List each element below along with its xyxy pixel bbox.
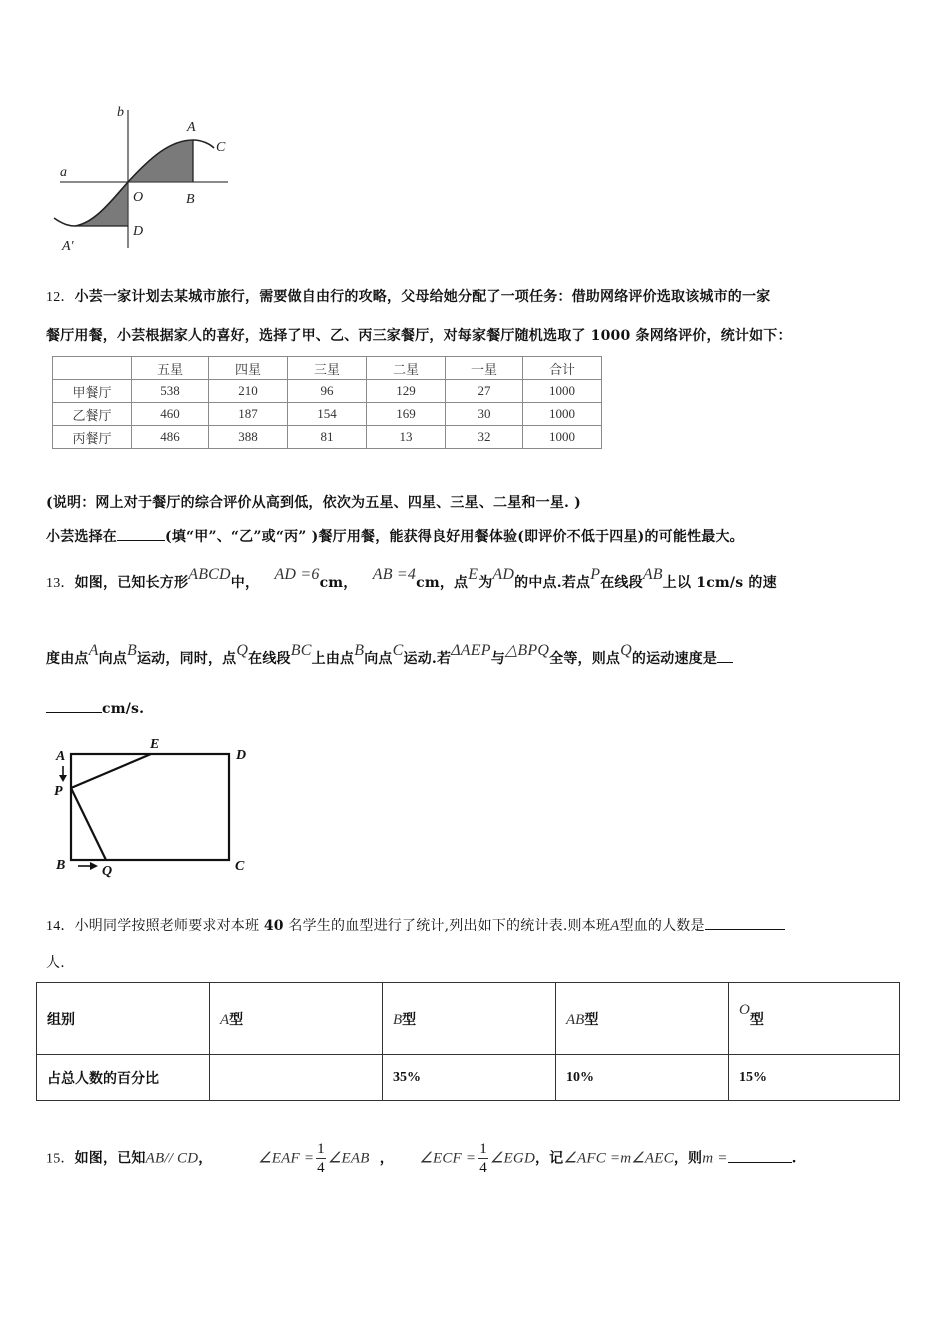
label-b: b: [117, 105, 124, 120]
svg-text:C: C: [235, 859, 245, 874]
q13-line1: 13．如图，已知长方形ABCD中， AD =6cm， AB =4cm，点E为AD的中点.若点P在线段AB上以 1cm/s 的速: [46, 566, 777, 591]
table-header-row: 组别 A型 B型 AB型 O型: [37, 983, 900, 1055]
q12-line2: 餐厅用餐，小芸根据家人的喜好，选择了甲、乙、丙三家餐厅，对每家餐厅随机选取了 1000 条网络评价，统计如下：: [46, 328, 792, 344]
label-a: a: [60, 165, 67, 180]
svg-text:D: D: [236, 748, 247, 763]
svg-text:Q: Q: [102, 864, 113, 879]
answer-blank-continued[interactable]: [46, 698, 102, 713]
question-number: 12．: [46, 290, 75, 305]
label-B: B: [186, 192, 195, 207]
fraction: $\frac{1}{4}$: [479, 1141, 487, 1176]
q13-line2: 度由点A向点B运动，同时，点Q在线段BC上由点B向点C运动.若ΔAEP与△BPQ全等，则点Q的运动速度是: [46, 648, 733, 668]
function-graph-figure: [50, 100, 240, 260]
rectangle-figure: [50, 732, 260, 882]
svg-text:B: B: [56, 858, 66, 873]
q15-line: 15．如图，已知AB// CD， ∠EAF = $\frac{1}{4}$ ∠EAB ， ∠ECF = $\frac{1}{4}$ ∠EGD，记∠AFC =m∠AEC，则m = .: [46, 1141, 797, 1176]
q14-line2: 人.: [46, 955, 65, 971]
q12-note: (说明：网上对于餐厅的综合评价从高到低，依次为五星、四星、三星、二星和一星. ): [46, 495, 581, 511]
answer-blank[interactable]: [728, 1148, 792, 1163]
table-row: 丙餐厅 486 388 81 13 32 1000: [53, 426, 602, 449]
q12-question: 小芸选择在 (填“甲”、“乙”或“丙” )餐厅用餐，能获得良好用餐体验(即评价不低于四星)的可能性最大。: [46, 526, 744, 546]
table-row: 占总人数的百分比 35% 10% 15%: [37, 1055, 900, 1101]
table-row: 甲餐厅 538 210 96 129 27 1000: [53, 380, 602, 403]
svg-text:E: E: [150, 737, 160, 752]
label-D: D: [133, 224, 144, 239]
q13-line3: cm/s.: [46, 698, 144, 717]
shaded-region-lower: [75, 182, 128, 226]
answer-blank[interactable]: [705, 915, 785, 930]
label-A: A: [187, 120, 196, 135]
svg-text:A: A: [56, 749, 66, 764]
q12-line1: 12．小芸一家计划去某城市旅行，需要做自由行的攻略，父母给她分配了一项任务：借助网络评价选取该城市的一家: [46, 289, 771, 305]
answer-blank[interactable]: [717, 648, 733, 663]
label-O: O: [133, 190, 144, 205]
answer-blank[interactable]: [117, 526, 165, 541]
svg-text:P: P: [54, 784, 63, 799]
review-table: [52, 356, 602, 449]
blood-type-table: [36, 982, 900, 1101]
table-header-row: 五星 四星 三星 二星 一星 合计: [53, 357, 602, 380]
label-C: C: [216, 140, 226, 155]
label-A-prime: A′: [62, 239, 74, 254]
fraction: $\frac{1}{4}$: [317, 1141, 325, 1176]
shaded-region-upper: [128, 140, 193, 182]
q14-line1: 14．小明同学按照老师要求对本班 40 名学生的血型进行了统计,列出如下的统计表.则本班A型血的人数是: [46, 915, 785, 935]
table-row: 乙餐厅 460 187 154 169 30 1000: [53, 403, 602, 426]
